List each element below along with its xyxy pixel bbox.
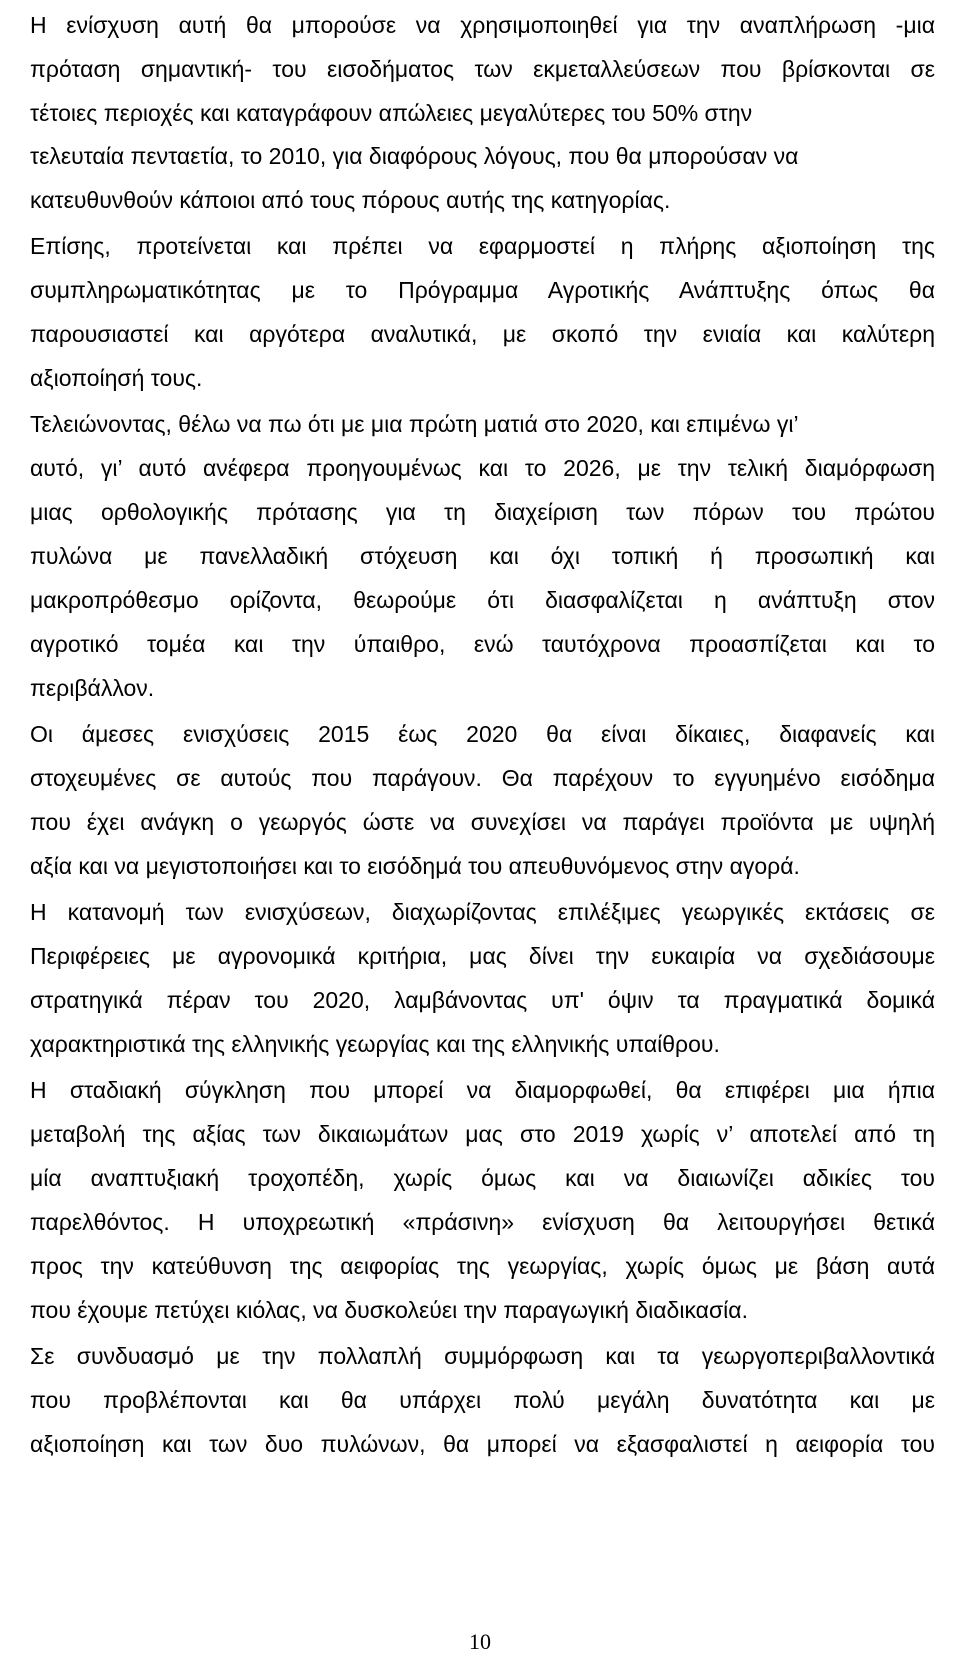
text-line: Επίσης, προτείνεται και πρέπει να εφαρμοστεί η πλήρης αξιοποίηση της xyxy=(30,233,935,259)
text-line: πυλώνα με πανελλαδική στόχευση και όχι τοπική ή προσωπική και xyxy=(30,543,935,569)
text-line: συμπληρωματικότητας με το Πρόγραμμα Αγροτικής Ανάπτυξης όπως θα xyxy=(30,277,935,303)
text-line: Η κατανομή των ενισχύσεων, διαχωρίζοντας επιλέξιμες γεωργικές εκτάσεις σε xyxy=(30,899,935,925)
text-line: κατευθυνθούν κάποιοι από τους πόρους αυτής της κατηγορίας. xyxy=(30,187,671,213)
text-line: παρουσιαστεί και αργότερα αναλυτικά, με σκοπό την ενιαία και καλύτερη xyxy=(30,321,935,347)
text-line: στρατηγικά πέραν του 2020, λαμβάνοντας υπ' όψιν τα πραγματικά δομικά xyxy=(30,987,935,1013)
text-line: τέτοιες περιοχές και καταγράφουν απώλειες μεγαλύτερες του 50% στην xyxy=(30,100,753,126)
text-line: προς την κατεύθυνση της αειφορίας της γεωργίας, χωρίς όμως με βάση αυτά xyxy=(30,1253,935,1279)
text-line: που προβλέπονται και θα υπάρχει πολύ μεγάλη δυνατότητα και με xyxy=(30,1387,935,1413)
text-line: Τελειώνοντας, θέλω να πω ότι με μια πρώτη ματιά στο 2020, και επιμένω γι’ xyxy=(30,411,799,437)
text-line: Η ενίσχυση αυτή θα μπορούσε να χρησιμοποιηθεί για την αναπλήρωση -μια xyxy=(30,12,935,38)
text-line: τελευταία πενταετία, το 2010, για διαφόρους λόγους, που θα μπορούσαν να xyxy=(30,143,799,169)
page-number: 10 xyxy=(469,1629,491,1654)
text-line: περιβάλλον. xyxy=(30,675,155,701)
text-line: παρελθόντος. Η υποχρεωτική «πράσινη» ενίσχυση θα λειτουργήσει θετικά xyxy=(30,1209,935,1235)
text-line: πρόταση σημαντική- του εισοδήματος των εκμεταλλεύσεων που βρίσκονται σε xyxy=(30,56,935,82)
text-line: μιας ορθολογικής πρότασης για τη διαχείριση των πόρων του πρώτου xyxy=(30,499,935,525)
text-line: Οι άμεσες ενισχύσεις 2015 έως 2020 θα είναι δίκαιες, διαφανείς και xyxy=(30,721,935,747)
text-line: που έχουμε πετύχει κιόλας, να δυσκολεύει την παραγωγική διαδικασία. xyxy=(30,1297,748,1323)
text-line: Σε συνδυασμό με την πολλαπλή συμμόρφωση και τα γεωργοπεριβαλλοντικά xyxy=(30,1343,935,1369)
text-line: αξία και να μεγιστοποιήσει και το εισόδημά του απευθυνόμενος στην αγορά. xyxy=(30,853,800,879)
text-line: αξιοποίηση και των δυο πυλώνων, θα μπορεί να εξασφαλιστεί η αειφορία του xyxy=(30,1431,935,1457)
text-line: μία αναπτυξιακή τροχοπέδη, χωρίς όμως και να διαιωνίζει αδικίες του xyxy=(30,1165,935,1191)
text-line: χαρακτηριστικά της ελληνικής γεωργίας και της ελληνικής υπαίθρου. xyxy=(30,1031,720,1057)
text-line: μακροπρόθεσμο ορίζοντα, θεωρούμε ότι διασφαλίζεται η ανάπτυξη στον xyxy=(30,587,935,613)
text-line: αγροτικό τομέα και την ύπαιθρο, ενώ ταυτόχρονα προασπίζεται και το xyxy=(30,631,935,657)
text-line: μεταβολή της αξίας των δικαιωμάτων μας στο 2019 χωρίς ν’ αποτελεί από τη xyxy=(30,1121,935,1147)
text-line: στοχευμένες σε αυτούς που παράγουν. Θα παρέχουν το εγγυημένο εισόδημα xyxy=(30,765,935,791)
document-page xyxy=(30,0,935,1665)
text-line: αυτό, γι’ αυτό ανέφερα προηγουμένως και το 2026, με την τελική διαμόρφωση xyxy=(30,455,935,481)
text-line: που έχει ανάγκη ο γεωργός ώστε να συνεχίσει να παράγει προϊόντα με υψηλή xyxy=(30,809,935,835)
text-line: αξιοποίησή τους. xyxy=(30,365,203,391)
text-line: Περιφέρειες με αγρονομικά κριτήρια, μας δίνει την ευκαιρία να σχεδιάσουμε xyxy=(30,943,935,969)
text-line: Η σταδιακή σύγκληση που μπορεί να διαμορφωθεί, θα επιφέρει μια ήπια xyxy=(30,1077,935,1103)
